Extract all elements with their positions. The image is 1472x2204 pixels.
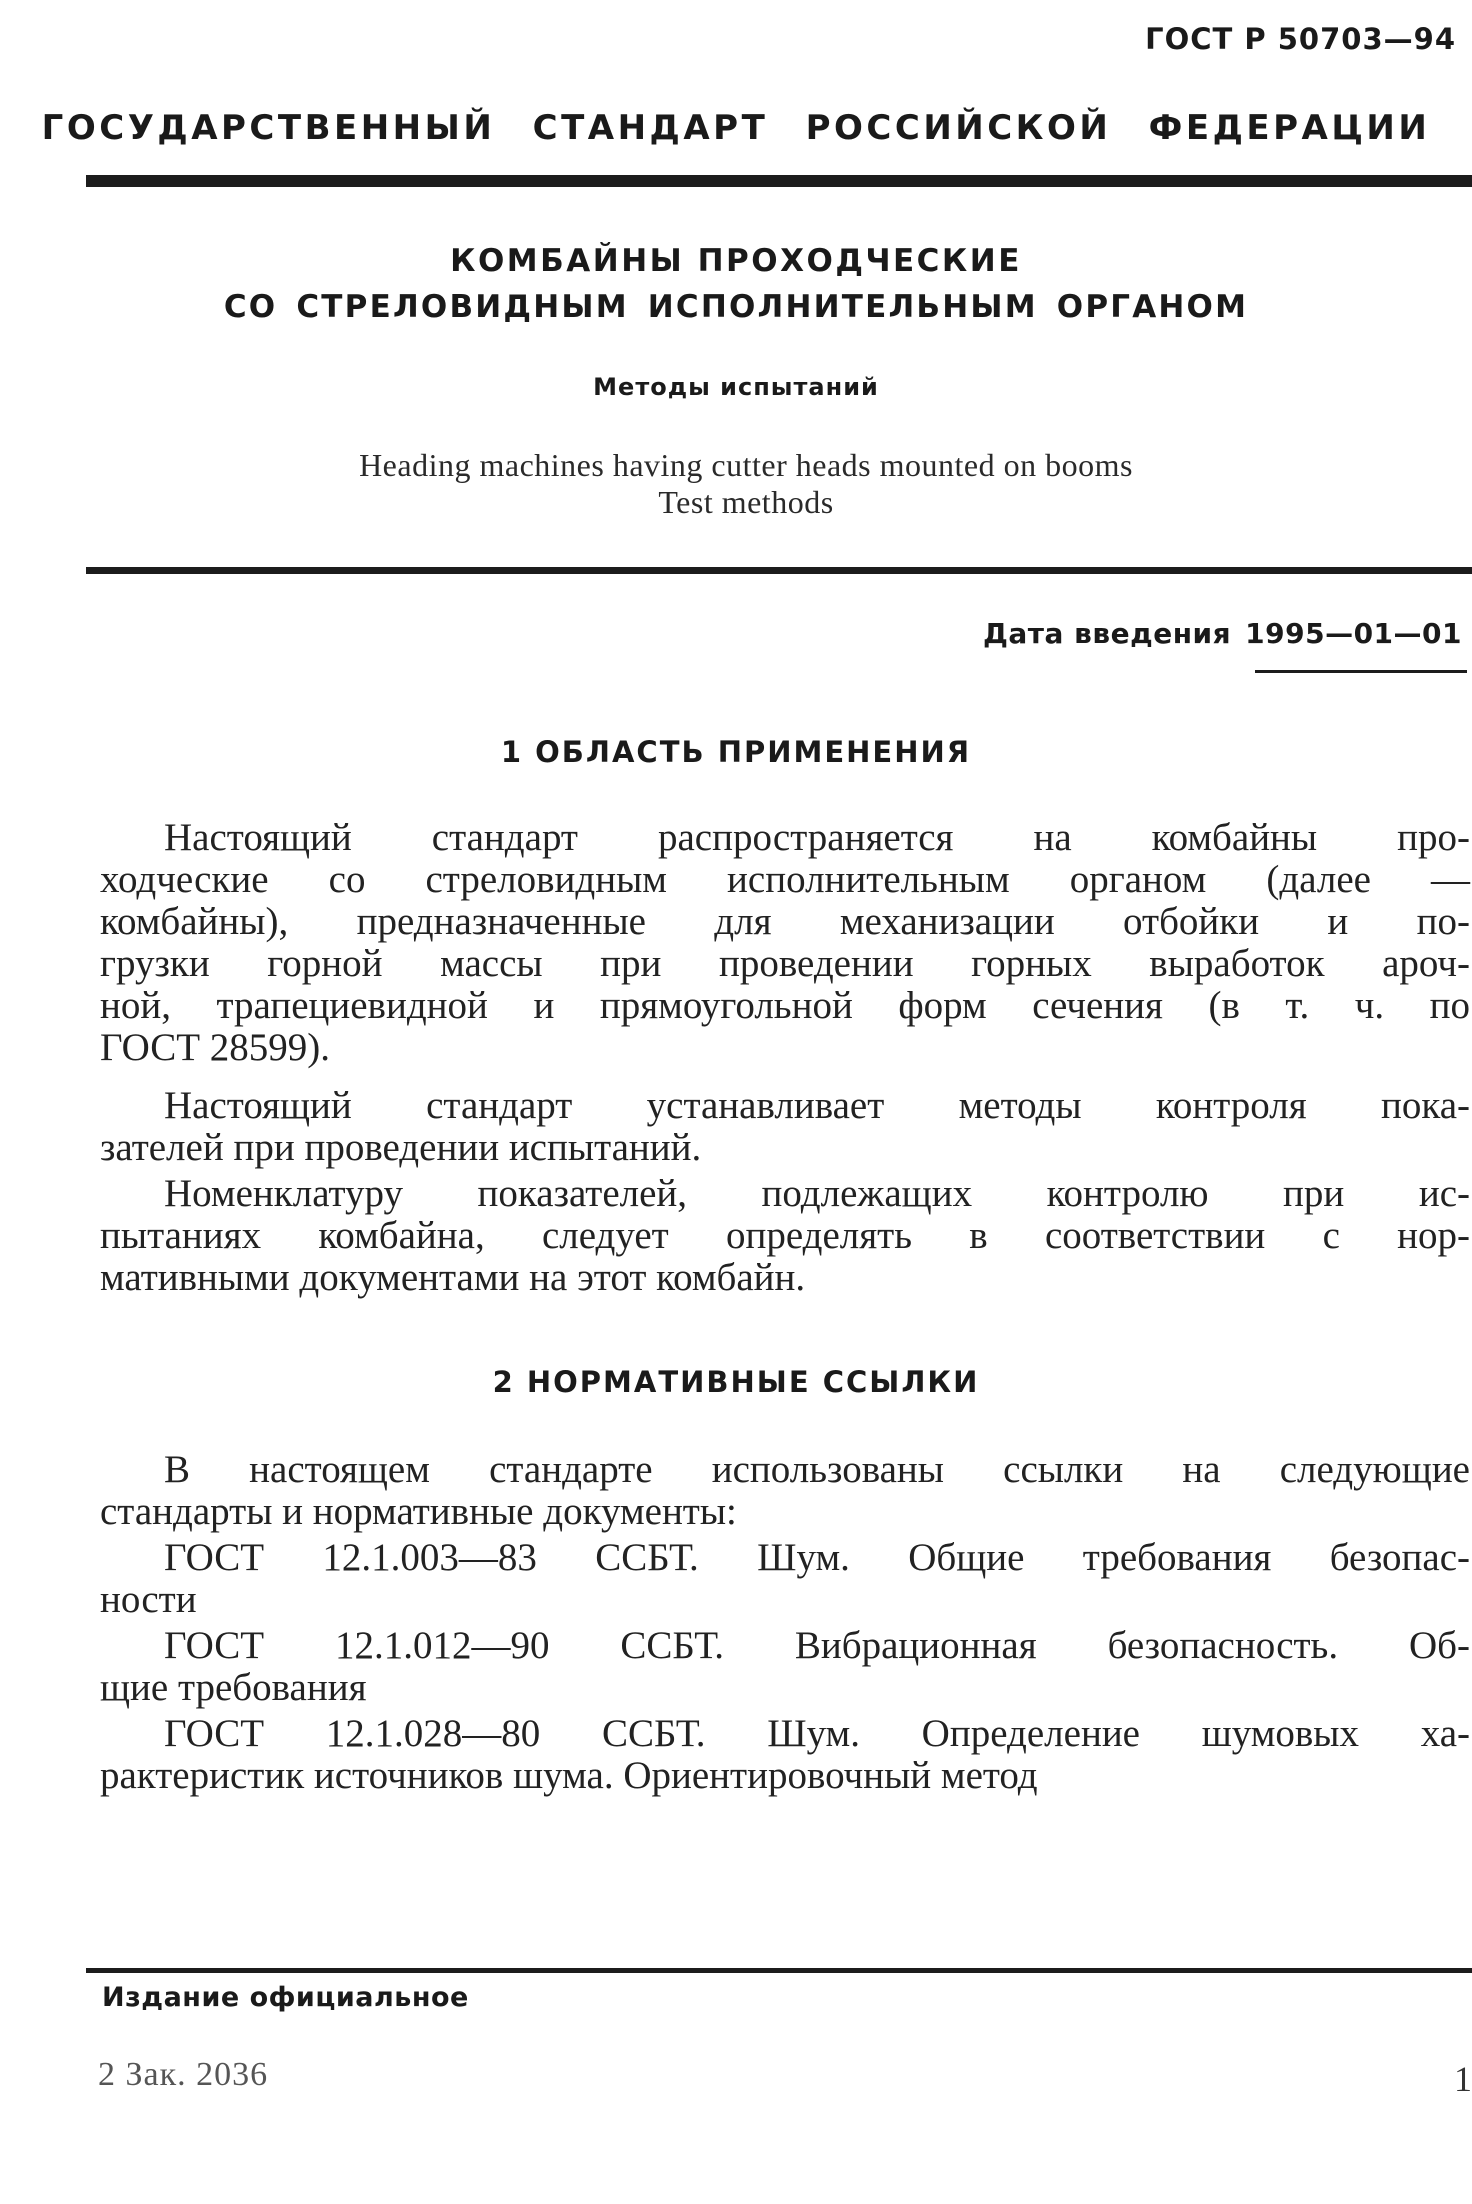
text-line: Номенклатуру показателей, подлежащих контролю при ис- (164, 1172, 1470, 1215)
text-line: стандарты и нормативные документы: (100, 1490, 737, 1533)
text-line: зателей при проведении испытаний. (100, 1126, 702, 1169)
section-2-heading: 2 НОРМАТИВНЫЕ ССЫЛКИ (492, 1365, 980, 1399)
text-line: пытаниях комбайна, следует определять в соответствии с нор- (100, 1214, 1470, 1257)
introduction-date (983, 617, 1462, 650)
text-line: Настоящий стандарт распространяется на комбайны про- (164, 816, 1470, 859)
text-line: щие требования (100, 1666, 367, 1709)
text-line: ной, трапециевидной и прямоугольной форм сечения (в т. ч. по (100, 984, 1470, 1027)
text-line: ГОСТ 12.1.012—90 ССБТ. Вибрационная безопасность. Об- (164, 1624, 1470, 1667)
text-line: ности (100, 1578, 197, 1621)
normative-reference-2 (100, 1625, 1470, 1709)
text-line: грузки горной массы при проведении горных выработок aроч- (100, 942, 1470, 985)
normative-reference-3 (100, 1713, 1470, 1797)
official-edition-label: Издание официальное (102, 1982, 469, 2013)
introduction-date-value: 1995—01—01 (1245, 617, 1462, 650)
normative-reference-1 (100, 1537, 1470, 1621)
text-line: мативными документами на этот комбайн. (100, 1256, 806, 1299)
middle-divider (86, 567, 1472, 574)
document-number: ГОСТ Р 50703—94 (1145, 22, 1456, 56)
page-number: 1 (1454, 2059, 1472, 2099)
text-line: В настоящем стандарте использованы ссылки на следующие (164, 1448, 1470, 1491)
english-title-line-2: Test methods (658, 484, 834, 520)
section-1-paragraph-3 (100, 1173, 1470, 1299)
document-title-line-1: КОМБАЙНЫ ПРОХОДЧЕСКИЕ (450, 243, 1022, 279)
text-line: ГОСТ 12.1.028—80 ССБТ. Шум. Определение шумовых ха- (164, 1712, 1470, 1755)
date-underline (1255, 670, 1467, 673)
text-line: комбайны), предназначенные для механизации отбойки и по- (100, 900, 1470, 943)
top-divider (86, 175, 1472, 187)
state-standard-title: ГОСУДАРСТВЕННЫЙ СТАНДАРТ РОССИЙСКОЙ ФЕДЕРАЦИИ (41, 108, 1431, 148)
section-1-paragraph-1 (100, 817, 1470, 1069)
text-line: рактеристик источников шума. Ориентировочный метод (100, 1754, 1038, 1797)
document-subtitle: Методы испытаний (593, 373, 879, 401)
text-line: Настоящий стандарт устанавливает методы контроля пока- (164, 1084, 1470, 1127)
text-line: ходческие со стреловидным исполнительным органом (далее — (100, 858, 1470, 901)
document-title-line-2: СО СТРЕЛОВИДНЫМ ИСПОЛНИТЕЛЬНЫМ ОРГАНОМ (223, 289, 1249, 325)
text-line: ГОСТ 28599). (100, 1026, 331, 1069)
section-1-paragraph-2 (100, 1085, 1470, 1169)
order-number: 2 Зак. 2036 (98, 2056, 269, 2093)
text-line: ГОСТ 12.1.003—83 ССБТ. Шум. Общие требования безопас- (164, 1536, 1470, 1579)
english-title-line-1: Heading machines having cutter heads mounted on booms (359, 447, 1133, 483)
section-1-heading: 1 ОБЛАСТЬ ПРИМЕНЕНИЯ (500, 735, 972, 769)
section-2-paragraph-1 (100, 1449, 1470, 1533)
bottom-divider (86, 1968, 1472, 1973)
introduction-date-label: Дата введения (982, 617, 1232, 650)
